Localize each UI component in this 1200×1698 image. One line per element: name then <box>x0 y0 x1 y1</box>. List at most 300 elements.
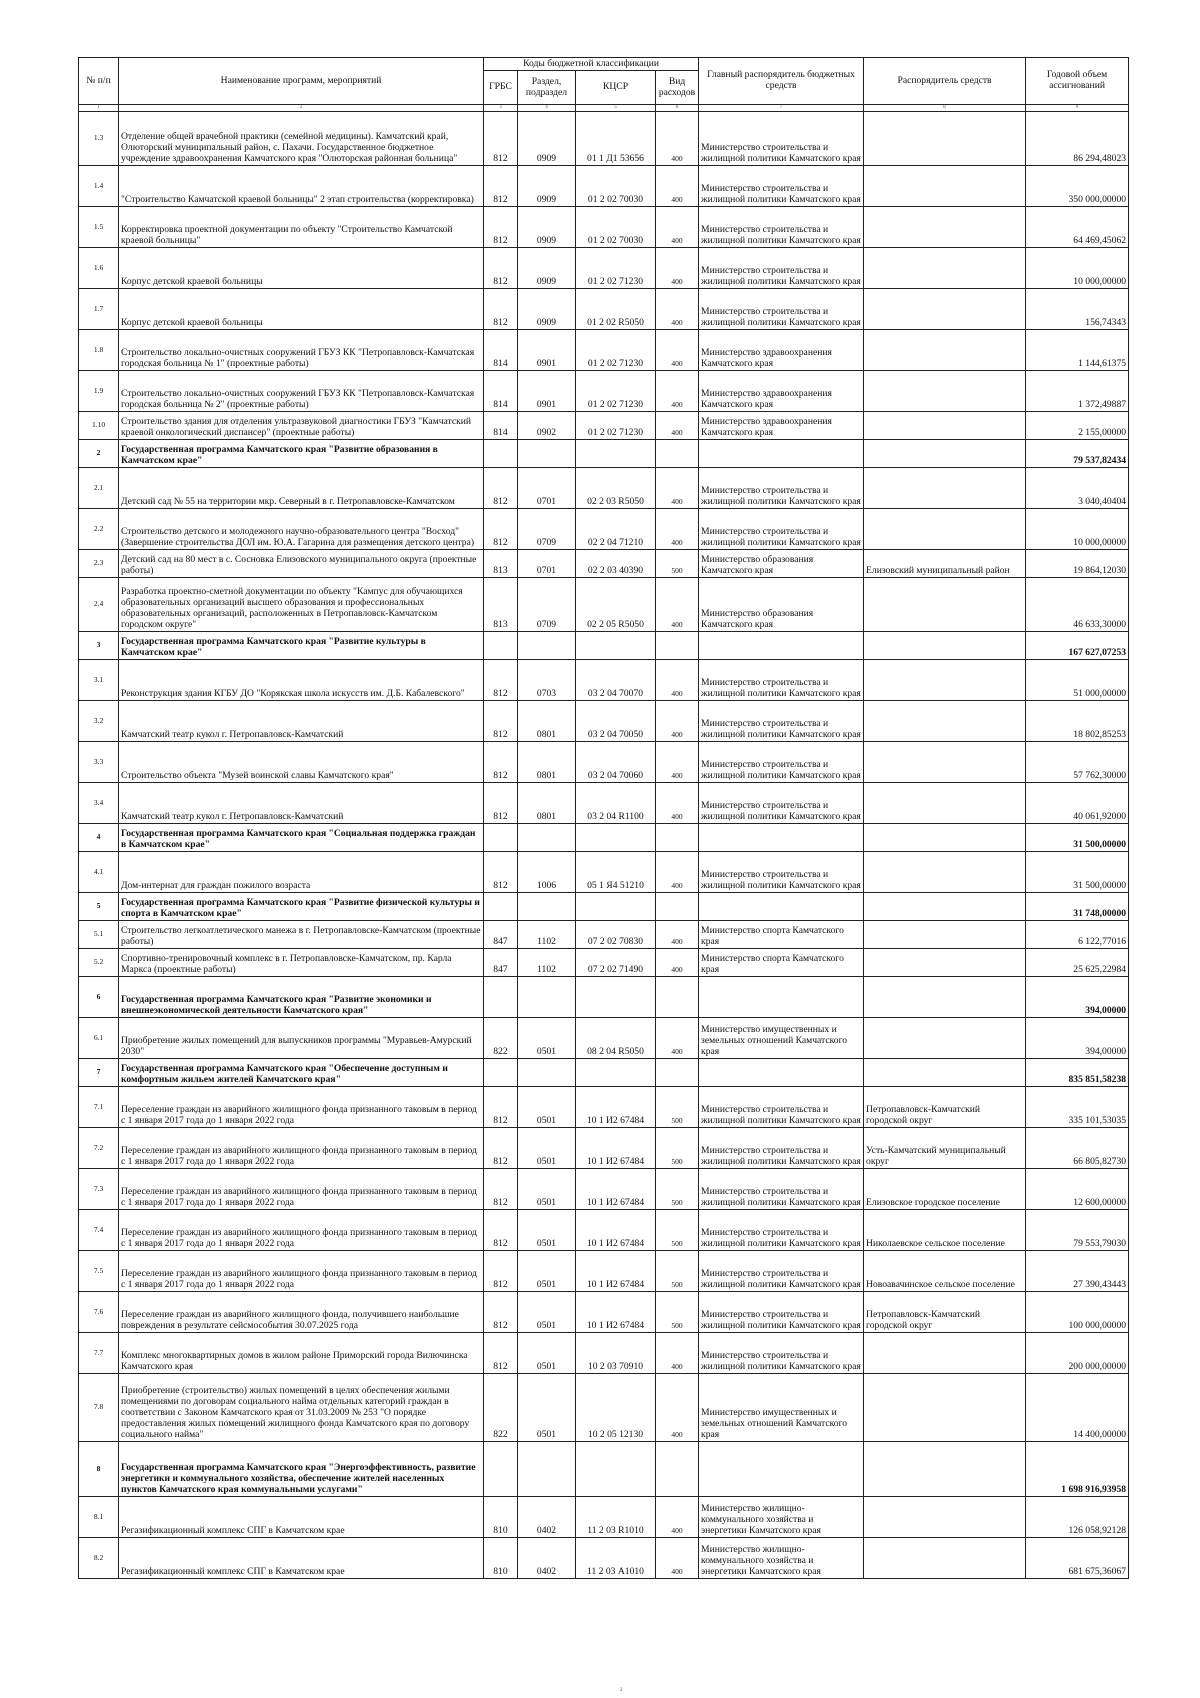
row-vid: 400 <box>656 1538 699 1579</box>
row-grbs: 814 <box>484 330 518 371</box>
table-row <box>79 783 1129 824</box>
row-manager <box>864 701 1026 742</box>
row-grbs: 812 <box>484 289 518 330</box>
row-number: 1.6 <box>79 248 119 289</box>
row-kcsr: 10 2 05 12130 <box>576 1374 656 1442</box>
row-number: 7.1 <box>79 1087 119 1128</box>
row-volume: 31 500,00000 <box>1026 852 1129 893</box>
row-grbs <box>484 632 518 660</box>
row-main-manager <box>699 1059 864 1087</box>
row-kcsr: 01 2 02 71230 <box>576 248 656 289</box>
program-row <box>79 977 1129 1018</box>
row-vid: 400 <box>656 660 699 701</box>
row-grbs: 822 <box>484 1374 518 1442</box>
row-vid: 500 <box>656 1251 699 1292</box>
row-kcsr: 10 1 И2 67484 <box>576 1128 656 1169</box>
row-vid: 400 <box>656 1497 699 1538</box>
row-number: 7.7 <box>79 1333 119 1374</box>
table-row <box>79 1018 1129 1059</box>
column-number-row <box>79 105 1129 112</box>
row-manager <box>864 578 1026 632</box>
row-grbs: 812 <box>484 248 518 289</box>
row-razdel: 0909 <box>518 248 576 289</box>
row-name: Отделение общей врачебной практики (семейной медицины). Камчатский край, Олюторский муниципальный район, с. Пахачи. Государственное бюджетное учреждение здравоохранения Камчатского края "Олюторская районная больница" <box>119 112 484 166</box>
row-number: 1.8 <box>79 330 119 371</box>
row-main-manager: Министерство строительства и жилищной политики Камчатского края <box>699 468 864 509</box>
row-vid <box>656 632 699 660</box>
row-razdel: 0501 <box>518 1210 576 1251</box>
row-razdel: 0709 <box>518 509 576 550</box>
row-number: 2 <box>79 440 119 468</box>
table-row <box>79 1251 1129 1292</box>
row-number: 2.3 <box>79 550 119 578</box>
row-main-manager: Министерство строительства и жилищной политики Камчатского края <box>699 1087 864 1128</box>
row-number: 8.1 <box>79 1497 119 1538</box>
row-main-manager <box>699 440 864 468</box>
row-number: 2.4 <box>79 578 119 632</box>
row-manager <box>864 412 1026 440</box>
row-main-manager: Министерство жилищно-коммунального хозяйства и энергетики Камчатского края <box>699 1497 864 1538</box>
row-number: 2.1 <box>79 468 119 509</box>
row-name: Спортивно-тренировочный комплекс в г. Петропавловске-Камчатском, пр. Карла Маркса (проектные работы) <box>119 949 484 977</box>
row-main-manager: Министерство строительства и жилищной политики Камчатского края <box>699 289 864 330</box>
table-row <box>79 578 1129 632</box>
row-main-manager: Министерство строительства и жилищной политики Камчатского края <box>699 852 864 893</box>
row-volume: 79 537,82434 <box>1026 440 1129 468</box>
table-row <box>79 166 1129 207</box>
row-volume: 31 500,00000 <box>1026 824 1129 852</box>
row-kcsr: 03 2 04 70050 <box>576 701 656 742</box>
row-manager <box>864 783 1026 824</box>
row-main-manager: Министерство здравоохранения Камчатского края <box>699 330 864 371</box>
row-grbs: 812 <box>484 660 518 701</box>
row-vid: 500 <box>656 1087 699 1128</box>
table-row <box>79 509 1129 550</box>
col-number: 8 <box>864 105 1026 112</box>
row-manager <box>864 1538 1026 1579</box>
row-grbs: 812 <box>484 742 518 783</box>
row-kcsr: 01 2 02 71230 <box>576 330 656 371</box>
budget-allocation-table <box>78 57 1129 1579</box>
row-volume: 27 390,43443 <box>1026 1251 1129 1292</box>
row-razdel: 0501 <box>518 1087 576 1128</box>
row-name: Дом-интернат для граждан пожилого возраста <box>119 852 484 893</box>
row-main-manager: Министерство здравоохранения Камчатского края <box>699 371 864 412</box>
row-manager <box>864 248 1026 289</box>
row-main-manager: Министерство здравоохранения Камчатского края <box>699 412 864 440</box>
table-row <box>79 1210 1129 1251</box>
row-vid: 500 <box>656 550 699 578</box>
row-razdel: 1006 <box>518 852 576 893</box>
row-vid: 400 <box>656 509 699 550</box>
row-grbs: 812 <box>484 166 518 207</box>
row-kcsr: 01 2 02 71230 <box>576 412 656 440</box>
row-razdel: 0701 <box>518 550 576 578</box>
row-volume: 200 000,00000 <box>1026 1333 1129 1374</box>
row-number: 1.7 <box>79 289 119 330</box>
row-kcsr: 01 2 02 71230 <box>576 371 656 412</box>
budget-table-sheet <box>78 57 1128 1579</box>
program-row <box>79 893 1129 921</box>
row-volume: 335 101,53035 <box>1026 1087 1129 1128</box>
row-main-manager: Министерство спорта Камчатского края <box>699 949 864 977</box>
row-main-manager: Министерство строительства и жилищной политики Камчатского края <box>699 166 864 207</box>
row-grbs <box>484 824 518 852</box>
row-main-manager <box>699 824 864 852</box>
table-row <box>79 412 1129 440</box>
row-name: Корпус детской краевой больницы <box>119 248 484 289</box>
program-row <box>79 1059 1129 1087</box>
row-number: 7.2 <box>79 1128 119 1169</box>
row-number: 1.4 <box>79 166 119 207</box>
row-number: 5.2 <box>79 949 119 977</box>
row-vid: 400 <box>656 412 699 440</box>
row-name: Разработка проектно-сметной документации по объекту "Кампус для обучающихся образовательных организаций высшего образования и профессиональных образовательных организаций, расположенных в Петропавловск-Камчатском городском округе" <box>119 578 484 632</box>
row-grbs: 812 <box>484 701 518 742</box>
row-name: Строительство локально-очистных сооружений ГБУЗ КК "Петропавловск-Камчатская городская больница № 2" (проектные работы) <box>119 371 484 412</box>
row-volume: 1 698 916,93958 <box>1026 1442 1129 1497</box>
row-razdel: 0501 <box>518 1374 576 1442</box>
table-row <box>79 921 1129 949</box>
row-manager <box>864 207 1026 248</box>
row-main-manager: Министерство строительства и жилищной политики Камчатского края <box>699 1333 864 1374</box>
row-name: Переселение граждан из аварийного жилищного фонда признанного таковым в период с 1 января 2017 года до 1 января 2022 года <box>119 1169 484 1210</box>
row-kcsr: 10 1 И2 67484 <box>576 1292 656 1333</box>
row-razdel: 0701 <box>518 468 576 509</box>
row-razdel: 0902 <box>518 412 576 440</box>
row-razdel: 0909 <box>518 112 576 166</box>
col-number: 6 <box>656 105 699 112</box>
row-name: Государственная программа Камчатского края "Развитие экономики и внешнеэкономической деятельности Камчатского края" <box>119 977 484 1018</box>
row-name: Государственная программа Камчатского края "Развитие образования в Камчатском крае" <box>119 440 484 468</box>
row-vid <box>656 824 699 852</box>
row-volume: 14 400,00000 <box>1026 1374 1129 1442</box>
page-number: 2 <box>620 1688 623 1693</box>
row-manager <box>864 1333 1026 1374</box>
row-name: Переселение граждан из аварийного жилищного фонда признанного таковым в период с 1 января 2017 года до 1 января 2022 года <box>119 1087 484 1128</box>
row-main-manager: Министерство имущественных и земельных отношений Камчатского края <box>699 1018 864 1059</box>
table-row <box>79 701 1129 742</box>
header-vid: Вид расходов <box>656 71 699 105</box>
row-name: Строительство локально-очистных сооружений ГБУЗ КК "Петропавловск-Камчатская городская больница № 1" (проектные работы) <box>119 330 484 371</box>
row-kcsr: 07 2 02 71490 <box>576 949 656 977</box>
row-main-manager: Министерство жилищно-коммунального хозяйства и энергетики Камчатского края <box>699 1538 864 1579</box>
row-number: 7.4 <box>79 1210 119 1251</box>
row-vid: 400 <box>656 701 699 742</box>
row-razdel: 0801 <box>518 742 576 783</box>
row-vid: 400 <box>656 248 699 289</box>
row-manager <box>864 824 1026 852</box>
table-row <box>79 248 1129 289</box>
row-grbs: 847 <box>484 949 518 977</box>
row-razdel: 1102 <box>518 921 576 949</box>
row-vid <box>656 440 699 468</box>
row-vid <box>656 893 699 921</box>
row-name: Переселение граждан из аварийного жилищного фонда признанного таковым в период с 1 января 2017 года до 1 января 2022 года <box>119 1251 484 1292</box>
row-kcsr: 01 2 02 R5050 <box>576 289 656 330</box>
row-number: 1.9 <box>79 371 119 412</box>
table-row <box>79 1333 1129 1374</box>
row-vid: 400 <box>656 1374 699 1442</box>
table-body <box>79 112 1129 1579</box>
table-row <box>79 550 1129 578</box>
row-number: 6.1 <box>79 1018 119 1059</box>
row-razdel <box>518 977 576 1018</box>
row-razdel: 0402 <box>518 1538 576 1579</box>
row-name: Строительство здания для отделения ультразвуковой диагностики ГБУЗ "Камчатский краевой онкологический диспансер" (проектные работы) <box>119 412 484 440</box>
header-kcsr: КЦСР <box>576 71 656 105</box>
row-razdel: 0501 <box>518 1018 576 1059</box>
row-volume: 2 155,00000 <box>1026 412 1129 440</box>
row-grbs: 812 <box>484 112 518 166</box>
row-volume: 167 627,07253 <box>1026 632 1129 660</box>
row-volume: 25 625,22984 <box>1026 949 1129 977</box>
row-razdel <box>518 824 576 852</box>
row-razdel: 0901 <box>518 371 576 412</box>
row-kcsr: 01 2 02 70030 <box>576 166 656 207</box>
row-manager <box>864 660 1026 701</box>
row-main-manager: Министерство строительства и жилищной политики Камчатского края <box>699 207 864 248</box>
row-grbs: 812 <box>484 1333 518 1374</box>
row-kcsr <box>576 893 656 921</box>
row-manager <box>864 1059 1026 1087</box>
row-vid: 400 <box>656 166 699 207</box>
row-main-manager <box>699 977 864 1018</box>
row-grbs: 812 <box>484 1169 518 1210</box>
row-volume: 64 469,45062 <box>1026 207 1129 248</box>
row-name: Реконструкция здания КГБУ ДО "Корякская школа искусств им. Д.Б. Кабалевского" <box>119 660 484 701</box>
row-main-manager: Министерство строительства и жилищной политики Камчатского края <box>699 1128 864 1169</box>
row-volume: 835 851,58238 <box>1026 1059 1129 1087</box>
row-kcsr: 10 1 И2 67484 <box>576 1251 656 1292</box>
row-volume: 100 000,00000 <box>1026 1292 1129 1333</box>
row-name: Государственная программа Камчатского края "Развитие культуры в Камчатском крае" <box>119 632 484 660</box>
row-volume: 350 000,00000 <box>1026 166 1129 207</box>
row-main-manager: Министерство образования Камчатского края <box>699 550 864 578</box>
row-kcsr: 02 2 05 R5050 <box>576 578 656 632</box>
row-grbs: 812 <box>484 1210 518 1251</box>
row-grbs: 812 <box>484 1251 518 1292</box>
table-row <box>79 1292 1129 1333</box>
row-razdel: 0501 <box>518 1251 576 1292</box>
row-kcsr <box>576 632 656 660</box>
row-grbs: 812 <box>484 1128 518 1169</box>
row-vid: 400 <box>656 949 699 977</box>
row-manager <box>864 1442 1026 1497</box>
row-volume: 6 122,77016 <box>1026 921 1129 949</box>
row-vid <box>656 1059 699 1087</box>
row-volume: 19 864,12030 <box>1026 550 1129 578</box>
row-manager: Николаевское сельское поселение <box>864 1210 1026 1251</box>
table-row <box>79 1128 1129 1169</box>
row-kcsr: 02 2 04 71210 <box>576 509 656 550</box>
row-razdel <box>518 1059 576 1087</box>
row-grbs: 812 <box>484 1292 518 1333</box>
row-kcsr <box>576 1059 656 1087</box>
row-grbs: 847 <box>484 921 518 949</box>
row-number: 7 <box>79 1059 119 1087</box>
row-main-manager: Министерство строительства и жилищной политики Камчатского края <box>699 1210 864 1251</box>
row-kcsr: 03 2 04 R1100 <box>576 783 656 824</box>
row-main-manager <box>699 893 864 921</box>
row-manager <box>864 330 1026 371</box>
row-volume: 10 000,00000 <box>1026 248 1129 289</box>
row-razdel: 0501 <box>518 1128 576 1169</box>
row-manager: Елизовское городское поселение <box>864 1169 1026 1210</box>
col-number: 2 <box>119 105 484 112</box>
row-vid: 500 <box>656 1128 699 1169</box>
table-row <box>79 1538 1129 1579</box>
table-row <box>79 1169 1129 1210</box>
row-volume: 31 748,00000 <box>1026 893 1129 921</box>
header-manager: Распорядитель средств <box>864 58 1026 105</box>
row-manager <box>864 1497 1026 1538</box>
row-name: Регазификационный комплекс СПГ в Камчатском крае <box>119 1497 484 1538</box>
row-razdel: 0909 <box>518 289 576 330</box>
row-manager: Новоавачинское сельское поселение <box>864 1251 1026 1292</box>
row-grbs: 812 <box>484 509 518 550</box>
row-grbs <box>484 977 518 1018</box>
row-main-manager: Министерство строительства и жилищной политики Камчатского края <box>699 1292 864 1333</box>
row-razdel: 0501 <box>518 1333 576 1374</box>
row-name: Государственная программа Камчатского края "Обеспечение доступным и комфортным жильем жителей Камчатского края" <box>119 1059 484 1087</box>
row-name: Регазификационный комплекс СПГ в Камчатском крае <box>119 1538 484 1579</box>
row-main-manager: Министерство строительства и жилищной политики Камчатского края <box>699 783 864 824</box>
row-razdel <box>518 1442 576 1497</box>
row-main-manager: Министерство строительства и жилищной политики Камчатского края <box>699 701 864 742</box>
program-row <box>79 632 1129 660</box>
row-name: Строительство объекта "Музей воинской славы Камчатского края" <box>119 742 484 783</box>
row-grbs: 822 <box>484 1018 518 1059</box>
row-razdel: 0501 <box>518 1169 576 1210</box>
row-name: "Строительство Камчатской краевой больницы" 2 этап строительства (корректировка) <box>119 166 484 207</box>
row-manager <box>864 977 1026 1018</box>
header-grbs: ГРБС <box>484 71 518 105</box>
row-vid: 400 <box>656 371 699 412</box>
row-main-manager <box>699 1442 864 1497</box>
row-grbs: 810 <box>484 1538 518 1579</box>
row-main-manager: Министерство строительства и жилищной политики Камчатского края <box>699 509 864 550</box>
row-razdel: 0402 <box>518 1497 576 1538</box>
row-grbs <box>484 440 518 468</box>
row-kcsr: 10 1 И2 67484 <box>576 1210 656 1251</box>
row-razdel: 0703 <box>518 660 576 701</box>
row-volume: 18 802,85253 <box>1026 701 1129 742</box>
header-main-manager: Главный распорядитель бюджетных средств <box>699 58 864 105</box>
row-volume: 79 553,79030 <box>1026 1210 1129 1251</box>
row-kcsr <box>576 977 656 1018</box>
row-name: Корректировка проектной документации по объекту "Строительство Камчатской краевой больницы" <box>119 207 484 248</box>
header-codes-group: Коды бюджетной классификации <box>484 58 699 71</box>
row-manager <box>864 440 1026 468</box>
row-grbs: 812 <box>484 783 518 824</box>
row-kcsr: 08 2 04 R5050 <box>576 1018 656 1059</box>
row-kcsr: 02 2 03 R5050 <box>576 468 656 509</box>
row-razdel: 0801 <box>518 783 576 824</box>
row-vid: 400 <box>656 852 699 893</box>
row-main-manager <box>699 632 864 660</box>
col-number: 3 <box>484 105 518 112</box>
row-main-manager: Министерство строительства и жилищной политики Камчатского края <box>699 112 864 166</box>
row-main-manager: Министерство строительства и жилищной политики Камчатского края <box>699 742 864 783</box>
row-manager <box>864 742 1026 783</box>
row-manager: Елизовский муниципальный район <box>864 550 1026 578</box>
table-row <box>79 742 1129 783</box>
row-number: 3.2 <box>79 701 119 742</box>
row-grbs <box>484 1059 518 1087</box>
row-manager <box>864 893 1026 921</box>
row-volume: 66 805,82730 <box>1026 1128 1129 1169</box>
row-number: 8 <box>79 1442 119 1497</box>
header-name: Наименование программ, мероприятий <box>119 58 484 105</box>
row-volume: 46 633,30000 <box>1026 578 1129 632</box>
table-row <box>79 1087 1129 1128</box>
row-razdel: 0801 <box>518 701 576 742</box>
row-main-manager: Министерство имущественных и земельных отношений Камчатского края <box>699 1374 864 1442</box>
row-kcsr: 11 2 03 R1010 <box>576 1497 656 1538</box>
row-vid: 500 <box>656 1169 699 1210</box>
table-row <box>79 289 1129 330</box>
row-manager: Усть-Камчатский муниципальный округ <box>864 1128 1026 1169</box>
row-name: Строительство легкоатлетического манежа в г. Петропавловске-Камчатском (проектные работы) <box>119 921 484 949</box>
row-name: Государственная программа Камчатского края "Развитие физической культуры и спорта в Камчатском крае" <box>119 893 484 921</box>
row-number: 5 <box>79 893 119 921</box>
row-kcsr: 10 1 И2 67484 <box>576 1169 656 1210</box>
program-row <box>79 824 1129 852</box>
row-number: 4.1 <box>79 852 119 893</box>
row-number: 7.8 <box>79 1374 119 1442</box>
row-number: 3 <box>79 632 119 660</box>
row-main-manager: Министерство строительства и жилищной политики Камчатского края <box>699 660 864 701</box>
row-razdel: 0901 <box>518 330 576 371</box>
row-vid: 400 <box>656 289 699 330</box>
col-number: 7 <box>699 105 864 112</box>
col-number: 1 <box>79 105 119 112</box>
row-kcsr: 10 2 03 70910 <box>576 1333 656 1374</box>
table-row <box>79 112 1129 166</box>
row-grbs: 814 <box>484 371 518 412</box>
row-razdel: 1102 <box>518 949 576 977</box>
row-razdel: 0909 <box>518 207 576 248</box>
col-number: 4 <box>518 105 576 112</box>
row-grbs: 813 <box>484 578 518 632</box>
row-grbs: 813 <box>484 550 518 578</box>
row-manager <box>864 921 1026 949</box>
row-number: 1.3 <box>79 112 119 166</box>
row-kcsr: 03 2 04 70070 <box>576 660 656 701</box>
row-name: Приобретение жилых помещений для выпускников программы "Муравьев-Амурский 2030" <box>119 1018 484 1059</box>
row-vid: 400 <box>656 330 699 371</box>
row-vid: 400 <box>656 921 699 949</box>
row-volume: 156,74343 <box>1026 289 1129 330</box>
row-razdel <box>518 632 576 660</box>
table-row <box>79 330 1129 371</box>
program-row <box>79 1442 1129 1497</box>
row-razdel: 0501 <box>518 1292 576 1333</box>
row-main-manager: Министерство образования Камчатского края <box>699 578 864 632</box>
row-number: 3.4 <box>79 783 119 824</box>
program-row <box>79 440 1129 468</box>
header-volume: Годовой объем ассигнований <box>1026 58 1129 105</box>
row-volume: 3 040,40404 <box>1026 468 1129 509</box>
row-manager <box>864 166 1026 207</box>
row-main-manager: Министерство строительства и жилищной политики Камчатского края <box>699 1251 864 1292</box>
table-row <box>79 852 1129 893</box>
row-volume: 86 294,48023 <box>1026 112 1129 166</box>
row-vid: 400 <box>656 1018 699 1059</box>
row-manager <box>864 949 1026 977</box>
row-number: 1.10 <box>79 412 119 440</box>
